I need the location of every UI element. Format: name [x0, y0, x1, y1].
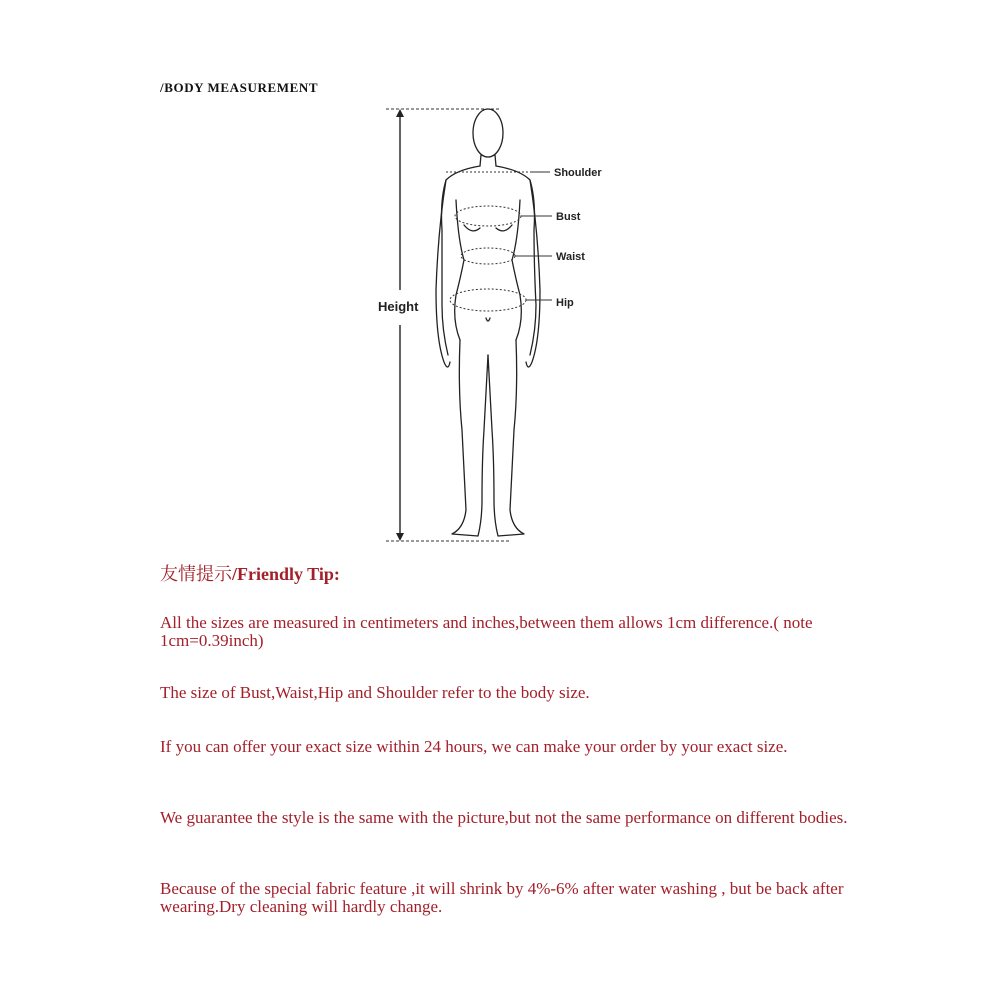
waist-label: Waist	[556, 251, 585, 263]
body-measurement-figure	[360, 100, 640, 550]
height-measure-line	[386, 109, 510, 541]
height-label: Height	[378, 299, 419, 314]
friendly-tip-title	[160, 560, 340, 586]
tip-paragraph: Because of the special fabric feature ,it will shrink by 4%-6% after water washing , but be back after wearing.Dry cleaning will hardly change.	[160, 879, 844, 916]
bust-label: Bust	[556, 211, 581, 223]
tip-paragraph: We guarantee the style is the same with the picture,but not the same performance on different bodies.	[160, 808, 848, 827]
tip-paragraph: All the sizes are measured in centimeters and inches,between them allows 1cm difference.( note 1cm=0.39inch)	[160, 613, 813, 650]
body-outline-diagram	[360, 100, 640, 550]
tip-paragraph: If you can offer your exact size within 24 hours, we can make your order by your exact size.	[160, 737, 788, 756]
body-silhouette	[436, 109, 540, 536]
shoulder-label: Shoulder	[554, 167, 602, 179]
friendly-tip-title-cn: 友情提示	[160, 564, 232, 584]
tip-paragraph: The size of Bust,Waist,Hip and Shoulder refer to the body size.	[160, 683, 590, 702]
hip-label: Hip	[556, 297, 574, 309]
friendly-tip-title-en: /Friendly Tip:	[232, 564, 340, 584]
section-title: /BODY MEASUREMENT	[160, 80, 319, 95]
measure-rings	[446, 172, 530, 311]
